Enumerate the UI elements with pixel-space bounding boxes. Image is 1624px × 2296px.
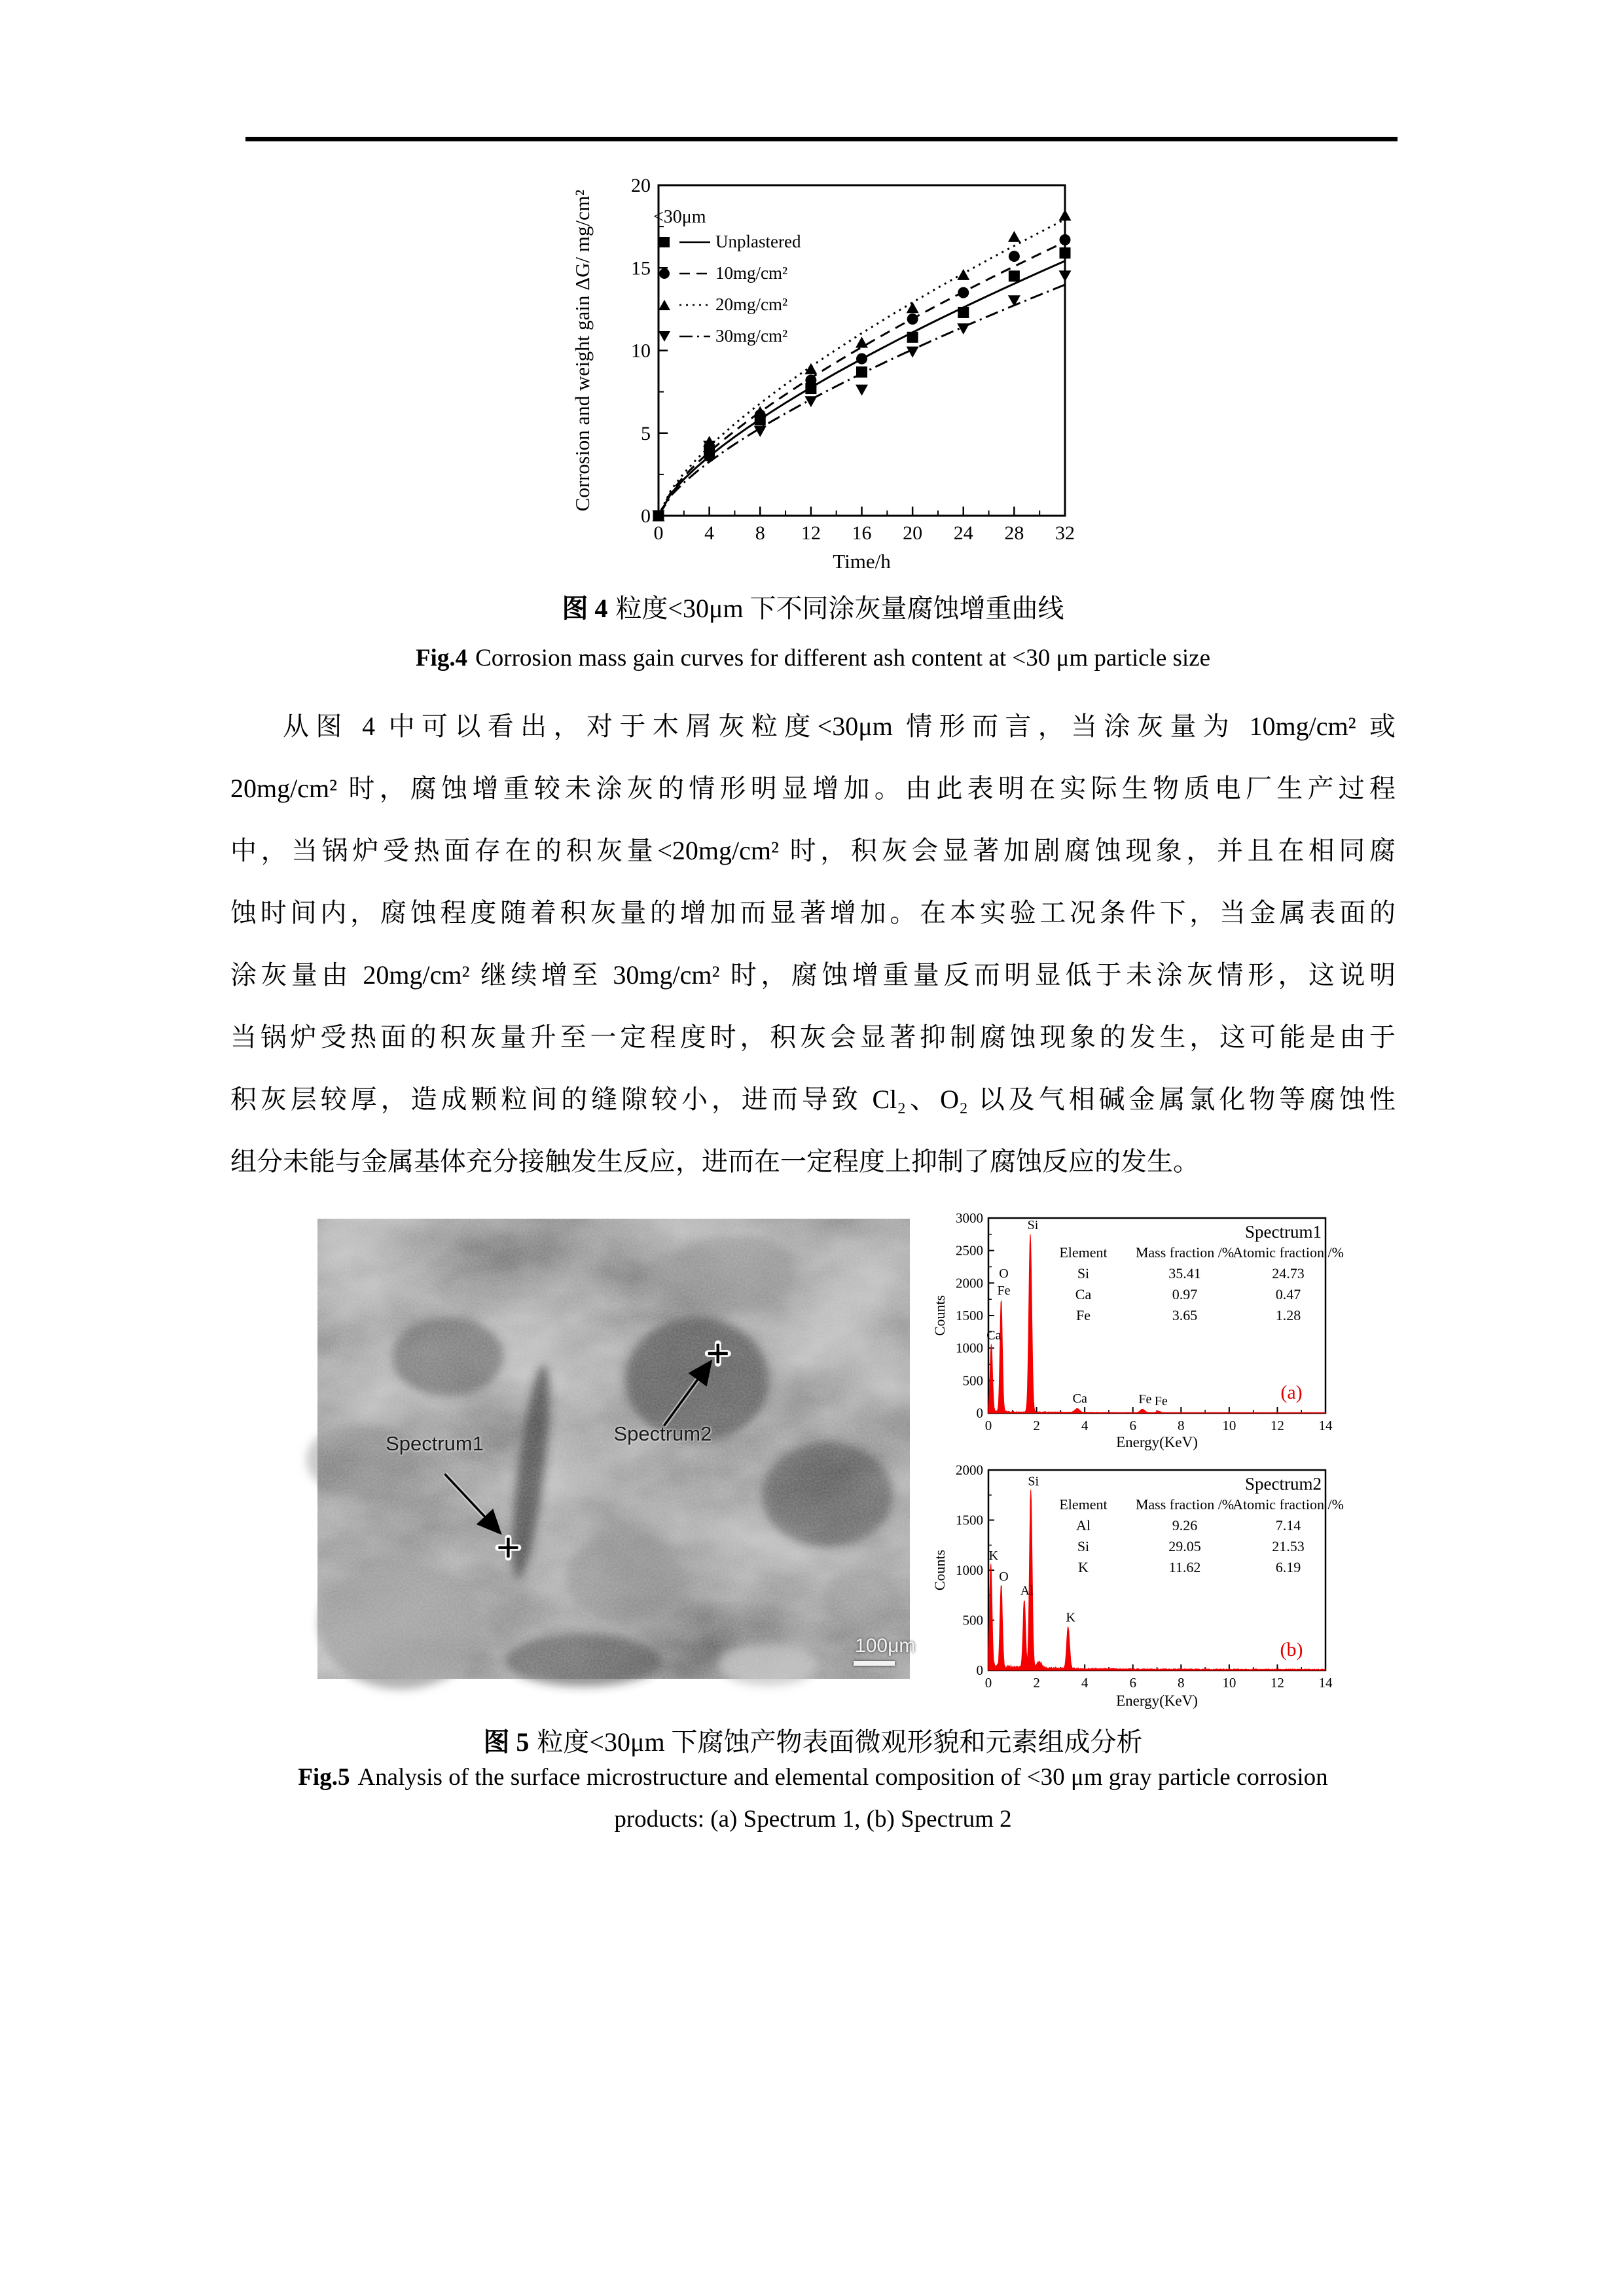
- x-tick-label: 4: [704, 522, 715, 544]
- y-tick-label: 10: [631, 340, 651, 362]
- sem-annotation-spectrum2: Spectrum2: [613, 1422, 712, 1445]
- marker-circle: [856, 353, 867, 365]
- eds-table-cell: 9.26: [1172, 1517, 1198, 1534]
- y-tick-label: 1000: [956, 1562, 983, 1578]
- x-tick-label: 2: [1033, 1675, 1040, 1691]
- paragraph-line: 涂灰量由 20mg/cm² 继续增至 30mg/cm² 时，腐蚀增重量反而明显低于未涂灰情形，这说明: [230, 960, 1396, 990]
- trend-line: [659, 285, 1065, 516]
- eds-table-cell: 24.73: [1272, 1265, 1305, 1282]
- peak-label-Si: Si: [1027, 1217, 1039, 1232]
- sem-image: [317, 1219, 916, 1679]
- marker-circle: [1009, 251, 1020, 262]
- paragraph-line: 积灰层较厚，造成颗粒间的缝隙较小，进而导致 Cl₂、O₂ 以及气相碱金属氯化物等腐蚀性: [230, 1085, 1396, 1114]
- fig4-caption-zh-text: 粒度<30μm 下不同涂灰量腐蚀增重曲线: [615, 594, 1064, 623]
- marker-triangle-down: [659, 331, 670, 342]
- x-tick-label: 12: [801, 522, 821, 544]
- eds-table-header: Element: [1059, 1496, 1108, 1513]
- marker-circle: [958, 287, 969, 298]
- x-tick-label: 8: [755, 522, 765, 544]
- eds-table-cell: 11.62: [1168, 1559, 1201, 1575]
- x-tick-label: 10: [1222, 1675, 1236, 1691]
- peak-label-Fe: Fe: [1154, 1393, 1168, 1408]
- eds-table-cell: Al: [1076, 1517, 1091, 1534]
- fig5-caption-zh: [230, 1721, 1396, 1759]
- fig5-caption-en-label: Fig.5: [298, 1764, 350, 1791]
- x-tick-label: 4: [1081, 1418, 1089, 1433]
- sem-scale-label: 100μm: [855, 1635, 916, 1657]
- y-tick-label: 2500: [956, 1242, 983, 1259]
- x-tick-label: 16: [852, 522, 872, 544]
- eds-spectrum-b: [931, 1450, 1344, 1711]
- marker-triangle-up: [856, 336, 868, 348]
- marker-circle: [659, 268, 670, 279]
- peak-label-O: O: [999, 1570, 1009, 1585]
- x-tick-label: 14: [1318, 1675, 1333, 1691]
- x-tick-label: 2: [1033, 1418, 1040, 1433]
- eds-table-cell: 6.19: [1275, 1559, 1301, 1575]
- y-axis: [571, 175, 668, 527]
- eds-table-cell: 35.41: [1168, 1265, 1201, 1282]
- eds-table-cell: 0.97: [1172, 1286, 1198, 1302]
- eds-table-cell: Si: [1077, 1538, 1090, 1554]
- fig5-caption-en-text: Analysis of the surface microstructure and elemental composition of <30 μm gray particle corrosion: [357, 1764, 1328, 1791]
- spectrum-curve: [988, 1490, 1326, 1670]
- marker-triangle-down: [804, 396, 817, 407]
- spectrum-title: Spectrum2: [1245, 1474, 1322, 1494]
- spectrum-curve: [988, 1234, 1326, 1413]
- y-tick-label: 0: [641, 505, 651, 527]
- spectrum-title: Spectrum1: [1245, 1222, 1322, 1242]
- marker-triangle-down: [856, 385, 868, 396]
- fig4-caption-en: [230, 644, 1396, 672]
- eds-table-header: Atomic fraction /%: [1233, 1244, 1344, 1261]
- x-tick-label: 24: [953, 522, 973, 544]
- panel-label: (a): [1280, 1382, 1303, 1403]
- peak-label-Al: Al: [1020, 1583, 1034, 1598]
- eds-table-header: Element: [1059, 1244, 1108, 1261]
- paragraph-line: 20mg/cm² 时，腐蚀增重较未涂灰的情形明显增加。由此表明在实际生物质电厂生产过程: [230, 774, 1396, 803]
- y-tick-label: 1500: [956, 1512, 983, 1528]
- paragraph-line: 中，当锅炉受热面存在的积灰量<20mg/cm² 时，积灰会显著加剧腐蚀现象，并且在相同腐: [230, 836, 1396, 865]
- eds-table-cell: 3.65: [1172, 1307, 1198, 1323]
- peak-label-Ca: Ca: [986, 1328, 1001, 1343]
- x-tick-label: 10: [1222, 1418, 1236, 1433]
- paragraph-line: 当锅炉受热面的积灰量升至一定程度时，积灰会显著抑制腐蚀现象的发生，这可能是由于: [230, 1022, 1396, 1052]
- fig5-caption-zh-text: 粒度<30μm 下腐蚀产物表面微观形貌和元素组成分析: [537, 1727, 1143, 1757]
- x-tick-label: 6: [1129, 1675, 1136, 1691]
- fig4-caption-zh-label: 图 4: [562, 594, 608, 623]
- y-tick-label: 2000: [956, 1275, 983, 1291]
- fig5-caption-en: [230, 1763, 1396, 1791]
- x-tick-label: 0: [984, 1418, 992, 1433]
- peak-label-K: K: [988, 1548, 998, 1563]
- marker-triangle-up: [659, 300, 670, 310]
- header-rule: [245, 137, 1398, 141]
- series-square: [653, 247, 1071, 521]
- fig4-caption-zh: [230, 588, 1396, 625]
- legend-label: Unplastered: [715, 232, 801, 251]
- eds-table: [1059, 1244, 1344, 1323]
- legend-label: 30mg/cm²: [715, 326, 788, 346]
- marker-triangle-down: [1059, 270, 1072, 281]
- y-tick-label: 1000: [956, 1340, 983, 1356]
- legend-label: 20mg/cm²: [715, 295, 788, 314]
- series-triangle-up: [653, 209, 1072, 522]
- eds-table: [1059, 1496, 1344, 1575]
- x-tick-label: 28: [1004, 522, 1024, 544]
- eds-table-cell: 29.05: [1168, 1538, 1201, 1554]
- marker-circle: [1060, 234, 1071, 245]
- y-tick-label: 15: [631, 257, 651, 279]
- y-axis-title: Counts: [931, 1295, 948, 1336]
- x-tick-label: 0: [653, 522, 664, 544]
- x-tick-label: 8: [1178, 1675, 1185, 1691]
- y-axis-title: Counts: [931, 1549, 948, 1591]
- marker-triangle-down: [1008, 295, 1020, 306]
- eds-table-cell: Si: [1077, 1265, 1090, 1282]
- peak-label-Ca: Ca: [1072, 1391, 1087, 1407]
- peak-label-Fe: Fe: [997, 1283, 1011, 1299]
- x-axis-title: Time/h: [833, 550, 891, 573]
- paragraph-line: 蚀时间内，腐蚀程度随着积灰量的增加而显著增加。在本实验工况条件下，当金属表面的: [230, 898, 1396, 927]
- eds-table-cell: 7.14: [1275, 1517, 1301, 1534]
- y-tick-label: 5: [641, 422, 651, 444]
- marker-square: [958, 307, 969, 318]
- x-tick-label: 32: [1055, 522, 1075, 544]
- paragraph-line: 从图 4 中可以看出，对于木屑灰粒度<30μm 情形而言，当涂灰量为 10mg/cm² 或: [283, 711, 1396, 741]
- peak-label-Si: Si: [1028, 1474, 1039, 1489]
- fig5-caption-en-line2: products: (a) Spectrum 1, (b) Spectrum 2: [614, 1806, 1012, 1833]
- trend-line: [659, 242, 1065, 516]
- sem-scale-bar: [854, 1661, 895, 1666]
- y-axis-title: Corrosion and weight gain ΔG/ mg/cm²: [571, 189, 594, 512]
- marker-triangle-up: [907, 302, 919, 313]
- peak-label-O: O: [999, 1266, 1009, 1282]
- peak-label-K: K: [1066, 1610, 1075, 1625]
- fig4-caption-en-text: Corrosion mass gain curves for different ash content at <30 μm particle size: [475, 645, 1211, 672]
- paragraph-line: 组分未能与金属基体充分接触发生反应，进而在一定程度上抑制了腐蚀反应的发生。: [230, 1147, 1199, 1176]
- eds-spectrum-a: [931, 1200, 1344, 1452]
- marker-square: [1060, 247, 1071, 259]
- legend-title: <30μm: [653, 207, 706, 227]
- fig4-caption-en-label: Fig.4: [415, 645, 468, 672]
- panel-label: (b): [1280, 1639, 1303, 1660]
- x-tick-label: 12: [1270, 1675, 1284, 1691]
- eds-table-cell: 0.47: [1275, 1286, 1301, 1302]
- marker-circle: [907, 314, 918, 325]
- y-tick-label: 0: [976, 1662, 983, 1678]
- x-axis-title: Energy(KeV): [1116, 1693, 1198, 1709]
- y-tick-label: 500: [962, 1372, 983, 1389]
- eds-table-cell: 1.28: [1275, 1307, 1301, 1323]
- x-tick-label: 6: [1129, 1418, 1136, 1433]
- marker-square: [907, 332, 918, 343]
- eds-table-header: Atomic fraction /%: [1233, 1496, 1344, 1513]
- x-tick-label: 14: [1318, 1418, 1333, 1433]
- peak-label-Fe: Fe: [1138, 1392, 1152, 1407]
- sem-annotation-spectrum1: Spectrum1: [386, 1432, 484, 1456]
- x-tick-label: 20: [903, 522, 923, 544]
- fig4-corrosion-chart: [569, 162, 1093, 573]
- y-tick-label: 0: [976, 1405, 983, 1421]
- y-tick-label: 500: [962, 1612, 983, 1628]
- eds-table-cell: 21.53: [1272, 1538, 1305, 1554]
- eds-table-cell: Fe: [1076, 1307, 1091, 1323]
- marker-circle: [805, 374, 816, 386]
- y-tick-label: 20: [631, 175, 651, 196]
- eds-table-cell: K: [1078, 1559, 1089, 1575]
- legend-label: 10mg/cm²: [715, 263, 788, 283]
- fig5-caption-zh-label: 图 5: [483, 1727, 530, 1757]
- marker-triangle-up: [1059, 209, 1072, 221]
- x-axis-title: Energy(KeV): [1116, 1434, 1198, 1450]
- legend: [653, 207, 801, 346]
- x-tick-label: 8: [1178, 1418, 1185, 1433]
- marker-square: [659, 237, 670, 247]
- y-tick-label: 3000: [956, 1210, 983, 1226]
- x-tick-label: 4: [1081, 1675, 1089, 1691]
- y-tick-label: 2000: [956, 1462, 983, 1478]
- marker-triangle-up: [1008, 231, 1020, 242]
- body-paragraph: [230, 695, 1396, 1193]
- eds-table-header: Mass fraction /%: [1135, 1244, 1235, 1261]
- y-tick-label: 1500: [956, 1308, 983, 1323]
- x-tick-label: 12: [1270, 1418, 1284, 1433]
- eds-table-header: Mass fraction /%: [1135, 1496, 1235, 1513]
- marker-square: [1009, 270, 1020, 281]
- eds-table-cell: Ca: [1075, 1286, 1092, 1302]
- x-tick-label: 0: [984, 1675, 992, 1691]
